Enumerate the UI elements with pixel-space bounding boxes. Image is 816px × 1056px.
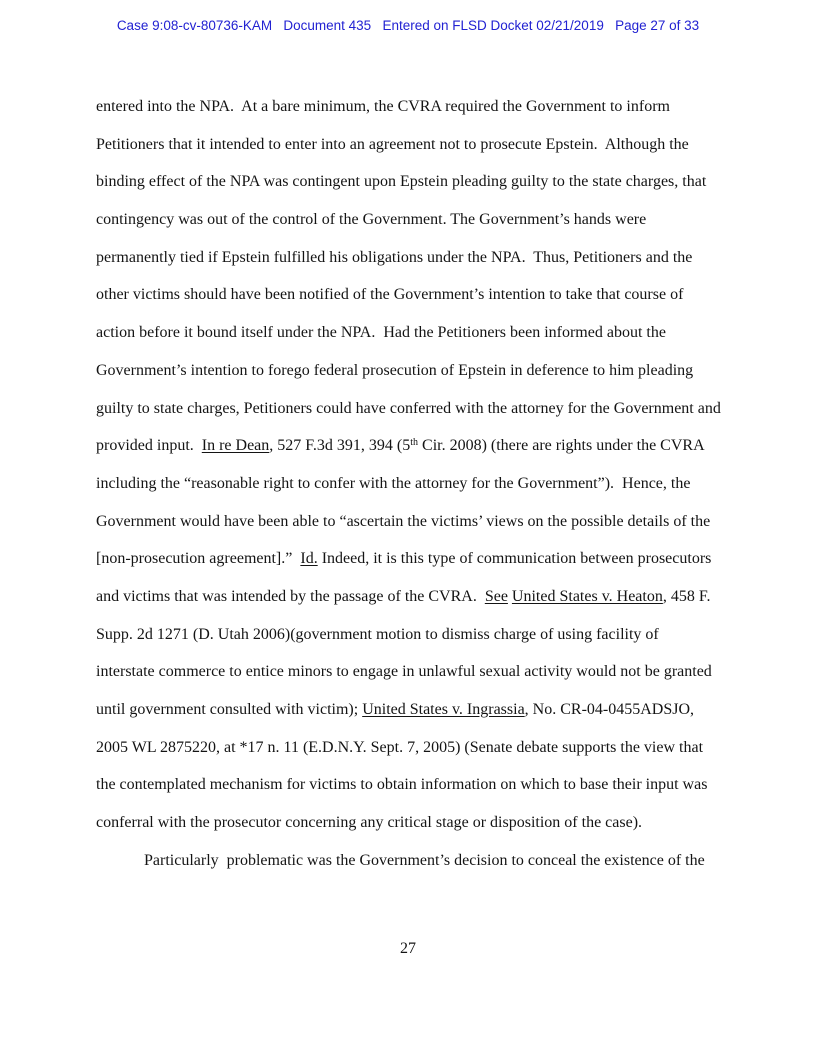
body-line [96,239,736,277]
body-line [96,390,736,428]
body-text: Petitioners that it intended to enter into an agreement not to prosecute Epstein. Although the [96,135,689,153]
body-text: other victims should have been notified of the Government’s intention to take that course of [96,286,684,304]
body-text: until government consulted with victim); [96,701,363,718]
body-text: the contemplated mechanism for victims to obtain information on which to base their input was [96,776,708,794]
body-line [96,88,736,126]
body-text: [non-prosecution agreement].” [96,550,301,568]
body-text: interstate commerce to entice minors to engage in unlawful sexual activity would not be granted [96,663,712,681]
body-text: , 527 F.3d 391, 394 (5 [269,437,411,455]
body-line [96,163,736,201]
body-text: , No. CR-04-0455ADSJO, [524,701,695,718]
case-docket-header: Case 9:08-cv-80736-KAM Document 435 Entered on FLSD Docket 02/21/2019 Page 27 of 33 [116,18,700,33]
body-line [96,616,736,654]
body-line [96,540,736,578]
body-text: action before it bound itself under the NPA. Had the Petitioners been informed about the [96,324,666,342]
body-line [96,804,736,842]
body-text: 2005 WL 2875220, at *17 n. 11 (E.D.N.Y. Sept. 7, 2005) (Senate debate supports the view that [96,738,704,756]
body-text: entered into the NPA. At a bare minimum, the CVRA required the Government to inform [96,98,670,115]
body-line [96,427,736,465]
body-text: binding effect of the NPA was contingent upon Epstein pleading guilty to the state charges, that [96,173,707,191]
body-text: conferral with the prosecutor concerning any critical stage or disposition of the case). [96,814,643,832]
body-line [96,465,736,503]
body-text: Particularly problematic was the Government’s decision to conceal the existence of the [144,851,705,869]
document-body [96,88,736,879]
body-text: and victims that was intended by the passage of the CVRA. [96,587,485,605]
body-line [96,314,736,352]
body-line [96,201,736,239]
body-text: including the “reasonable right to confer with the attorney for the Government”). Hence, the [96,474,691,492]
body-line [96,729,736,767]
body-text: contingency was out of the control of the Government. The Government’s hands were [96,211,647,229]
body-line [96,352,736,390]
body-line [96,503,736,541]
body-text: Government’s intention to forego federal prosecution of Epstein in deference to him pleading [96,361,694,379]
body-line [96,766,736,804]
body-text: , 458 F. [662,587,711,605]
body-text: Cir. 2008) (there are rights under the CVRA [418,437,705,455]
body-text: permanently tied if Epstein fulfilled his obligations under the NPA. Thus, Petitioners and the [96,248,693,266]
body-text: Government would have been able to “ascertain the victims’ views on the possible details of the [96,512,711,530]
citation-underlined-text: See [484,587,508,605]
citation-underlined-text: Id. [300,550,318,568]
body-line [96,276,736,314]
body-line [96,842,736,880]
citation-underlined-text: United States v. Heaton [511,587,663,605]
body-text: Indeed, it is this type of communication between prosecutors [317,550,712,568]
superscript-text: th [410,436,419,448]
citation-underlined-text: United States v. Ingrassia [362,701,525,718]
page-number: 27 [400,940,416,957]
citation-underlined-text: In re Dean [201,437,270,455]
body-line [96,691,736,729]
body-line [96,578,736,616]
body-text: provided input. [96,437,202,455]
body-text: guilty to state charges, Petitioners could have conferred with the attorney for the Government and [96,399,721,417]
body-line [96,126,736,164]
body-text: Supp. 2d 1271 (D. Utah 2006)(government motion to dismiss charge of using facility of [96,625,659,643]
body-line [96,653,736,691]
